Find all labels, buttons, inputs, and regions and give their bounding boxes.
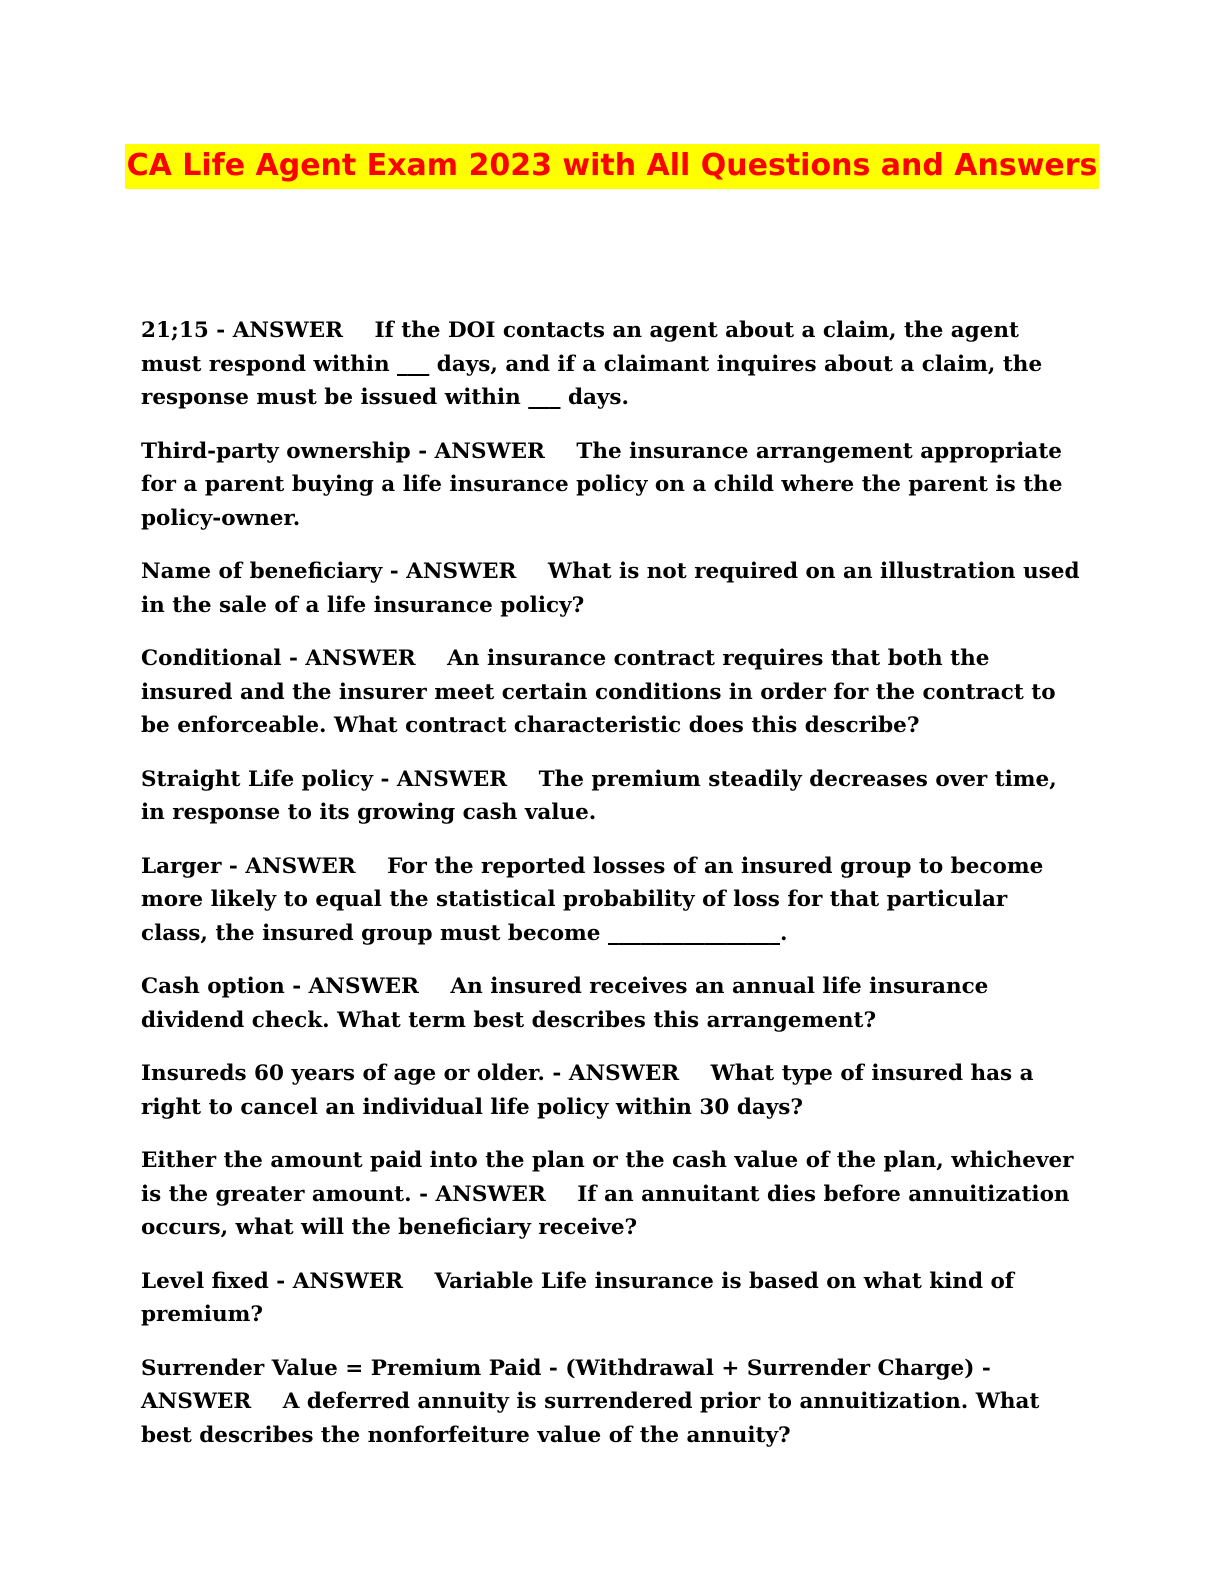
answer-marker: - ANSWER <box>389 559 517 584</box>
qa-question: What is not required on an illustration used in the sale of a life insurance policy? <box>141 559 1080 618</box>
answer-marker: - ANSWER <box>292 974 419 999</box>
qa-item <box>141 763 1081 830</box>
qa-question: An insurance contract requires that both the insured and the insurer meet certain conditions in order for the contract to be enforceable. What contract characteristic does this describe? <box>141 646 1056 738</box>
qa-answer: Insureds 60 years of age or older. <box>141 1061 545 1086</box>
qa-question: Variable Life insurance is based on what kind of premium? <box>141 1268 1015 1327</box>
answer-marker: - ANSWER <box>288 646 416 671</box>
qa-question: The premium steadily decreases over time, in response to its growing cash value. <box>141 766 1057 825</box>
qa-answer: Cash option <box>141 974 285 999</box>
qa-item <box>141 970 1081 1037</box>
qa-answer: Either the amount paid into the plan or the cash value of the plan, whichever is the greater amount. <box>141 1148 1074 1207</box>
qa-answer: Surrender Value = Premium Paid - (Withdrawal + Surrender Charge) <box>141 1355 975 1381</box>
qa-item <box>141 850 1081 951</box>
qa-answer: Level fixed <box>141 1268 269 1294</box>
answer-marker: - ANSWER <box>419 1181 546 1207</box>
qa-item <box>141 1057 1081 1124</box>
answer-marker: - ANSWER <box>552 1061 680 1086</box>
qa-item <box>141 555 1081 622</box>
qa-question: An insured receives an annual life insurance dividend check. What term best describes this arrangement? <box>141 974 989 1033</box>
qa-question: What type of insured has a right to cancel an individual life policy within 30 days? <box>141 1061 1034 1120</box>
qa-question: The insurance arrangement appropriate for a parent buying a life insurance policy on a child where the parent is the policy-owner. <box>141 438 1063 531</box>
qa-answer: Conditional <box>141 646 282 671</box>
document-title-block <box>100 140 1124 192</box>
qa-list <box>141 314 1081 1472</box>
qa-item <box>141 1265 1081 1332</box>
qa-item <box>141 1352 1081 1453</box>
qa-item <box>141 642 1081 743</box>
qa-item <box>141 314 1081 415</box>
qa-item <box>141 435 1081 536</box>
qa-answer: 21;15 <box>141 318 209 343</box>
qa-question: A deferred annuity is surrendered prior to annuitization. What best describes the nonforfeiture value of the annuity? <box>141 1389 1040 1448</box>
answer-marker: - ANSWER <box>418 438 545 464</box>
answer-marker: - ANSWER <box>228 853 356 879</box>
qa-question: For the reported losses of an insured group to become more likely to equal the statistical probability of loss for that particular class, the insured group must become ________________. <box>141 853 1044 946</box>
qa-answer: Larger <box>141 853 222 879</box>
qa-answer: Third-party ownership <box>141 438 411 464</box>
qa-item <box>141 1144 1081 1245</box>
answer-marker: - ANSWER <box>380 766 508 792</box>
qa-question: If an annuitant dies before annuitization occurs, what will the beneficiary receive? <box>141 1181 1070 1240</box>
document-title: CA Life Agent Exam 2023 with All Questions and Answers <box>125 144 1100 189</box>
answer-marker: - ANSWER <box>216 318 343 343</box>
answer-marker: - ANSWER <box>141 1355 991 1414</box>
qa-answer: Name of beneficiary <box>141 559 383 584</box>
answer-marker: - ANSWER <box>276 1268 403 1294</box>
qa-question: If the DOI contacts an agent about a claim, the agent must respond within ___ days, and if a claimant inquires about a claim, the response must be issued within ___ days. <box>141 318 1043 410</box>
qa-answer: Straight Life policy <box>141 766 373 792</box>
